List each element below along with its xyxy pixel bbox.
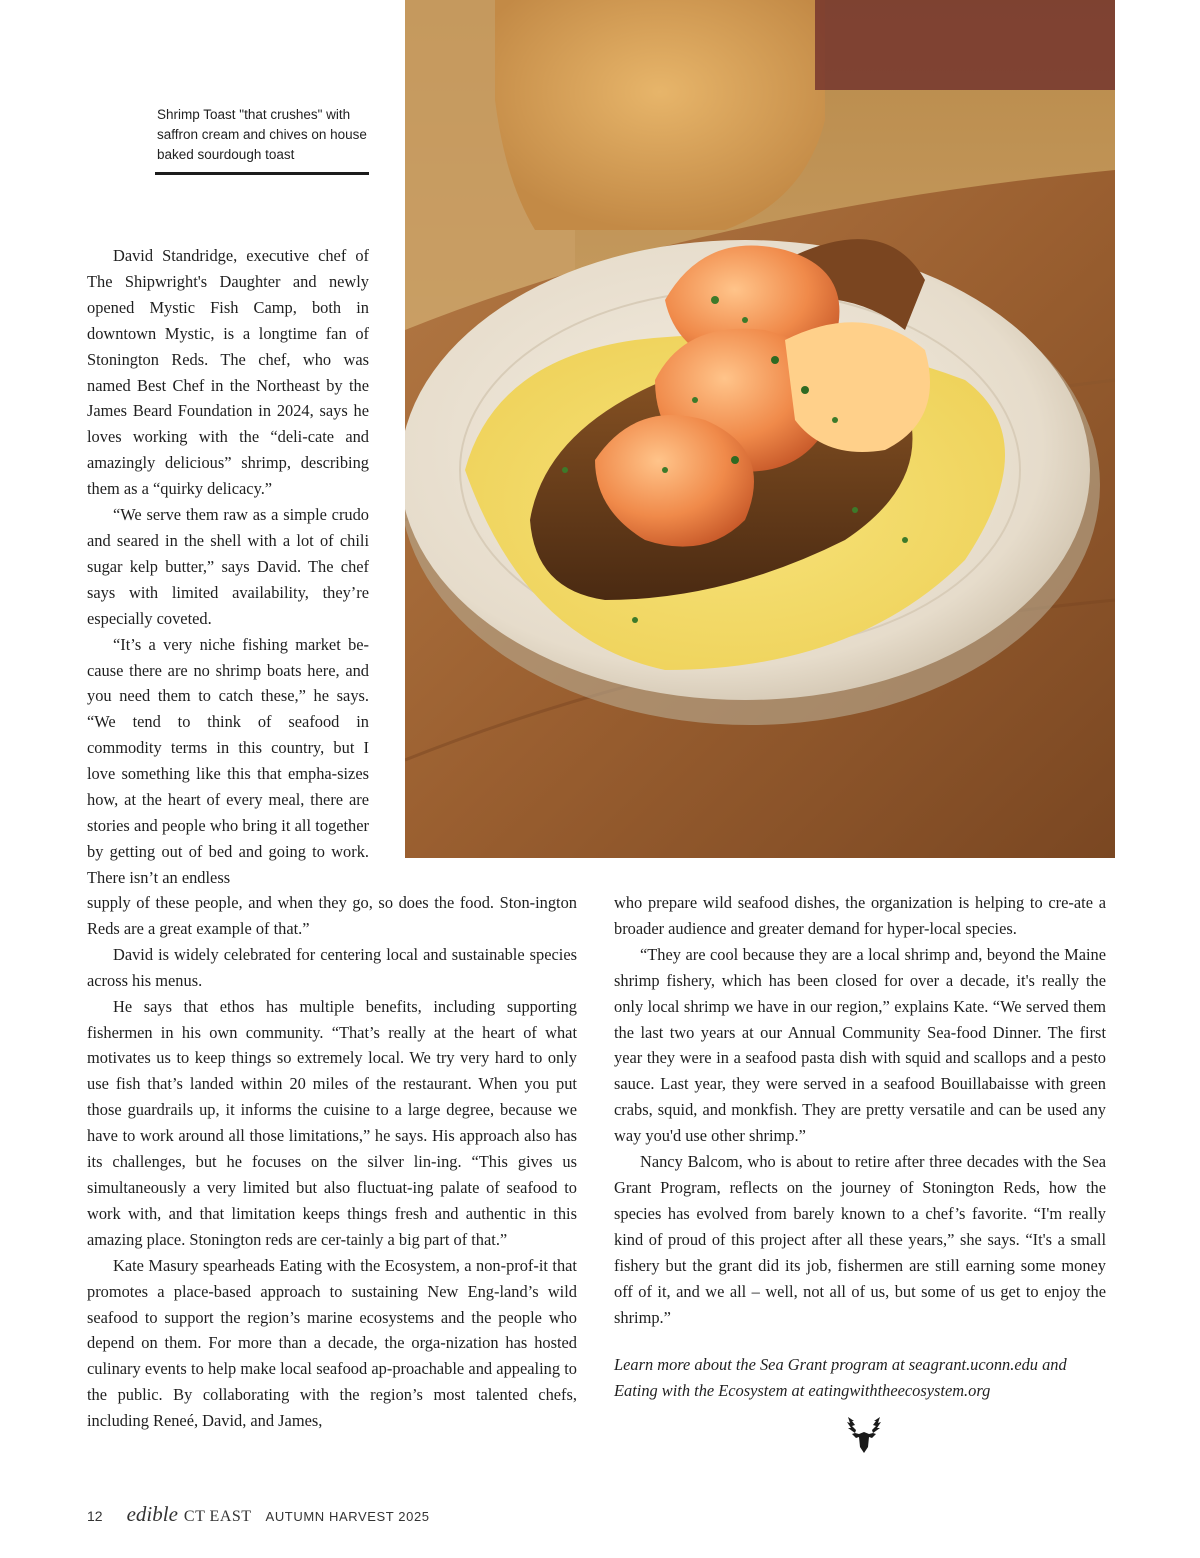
paragraph-continuation: supply of these people, and when they go, so does the food. Ston-ington Reds are a great example of that.” — [87, 893, 577, 938]
right-column — [614, 890, 1106, 1404]
stag-head-icon — [842, 1413, 886, 1457]
shrimp-toast-photo — [405, 0, 1115, 858]
paragraph: Nancy Balcom, who is about to retire after three decades with the Sea Grant Program, reflects on the journey of Stonington Reds, how the species has evolved from barely known to a chef’s favorite. “I'm really kind of proud of this project after all these years,” she says. “It's a small fishery but the grant did its job, fishermen are still earning some money off of it, and we all – well, not all of us, but some of us get to enjoy the shrimp.” — [614, 1152, 1106, 1327]
left-column — [87, 890, 577, 1434]
narrow-column — [87, 243, 369, 891]
photo-caption: Shrimp Toast "that crushes" with saffron cream and chives on house baked sourdough toast — [157, 107, 367, 162]
issue-name: AUTUMN HARVEST 2025 — [265, 1509, 430, 1524]
paragraph: David Standridge, executive chef of The Shipwright's Daughter and newly opened Mystic Fish Camp, both in downtown Mystic, is a longtime fan of Stonington Reds. The chef, who was named Best Chef in the Northeast by the James Beard Foundation in 2024, says he loves working with the “deli-cate and amazingly delicious” shrimp, describing them as a “quirky delicacy.” — [87, 246, 369, 499]
paragraph: David is widely celebrated for centering local and sustainable species across his menus. — [87, 944, 577, 990]
page-footer — [87, 1502, 430, 1528]
paragraph: Kate Masury spearheads Eating with the Ecosystem, a non-prof-it that promotes a place-based approach to sustaining New Eng-land’s wild seafood to support the region’s marine ecosystems and the people who depend on them. For more than a decade, the orga-nization has hosted culinary events to help make local seafood ap-proachable and appealing to the public. By collaborating with the region’s most talented chefs, including Reneé, David, and James, — [87, 1255, 577, 1431]
paragraph: “They are cool because they are a local shrimp and, beyond the Maine shrimp fishery, which has been closed for over a decade, it's really the only local shrimp we have in our region,” explains Kate. “We served them the last two years at our Annual Community Sea-food Dinner. The first year they were in a seafood pasta dish with squid and scallops and a pesto sauce. Last year, they were served in a seafood Bouillabaisse with green crabs, squid, and monkfish. They are pretty versatile and can be used any way you'd use other shrimp.” — [614, 944, 1106, 1146]
paragraph: “It’s a very niche fishing market be-cause there are no shrimp boats here, and you need them to catch these,” he says. “We tend to think of seafood in commodity terms in this country, but I love something like this that empha-sizes how, at the heart of every meal, there are stories and people who bring it all together by getting out of bed and going to work. There isn’t an endless — [87, 634, 369, 887]
caption-rule — [155, 172, 369, 175]
magazine-title: edible — [126, 1502, 178, 1526]
page-number: 12 — [87, 1508, 103, 1524]
paragraph: “We serve them raw as a simple crudo and seared in the shell with a lot of chili sugar kelp butter,” says David. The chef says with limited availability, they’re especially coveted. — [87, 505, 369, 628]
paragraph: He says that ethos has multiple benefits, including supporting fishermen in his own community. “That’s really at the heart of what motivates us to keep things so extremely local. We try very hard to only use fish that’s landed within 20 miles of the restaurant. When you put those guardrails up, it informs the cuisine to a large degree, because we have to work around all those limitations,” he says. His approach also has its challenges, but he focuses on the silver lin-ing. “This gives us simultaneously a very limited but also fluctuat-ing palate of seafood to work with, and that limitation keeps things fresh and authentic in this amazing place. Stonington reds are cer-tainly a big part of that.” — [87, 996, 577, 1249]
paragraph-continuation: who prepare wild seafood dishes, the organization is helping to cre-ate a broader audience and greater demand for hyper-local species. — [614, 893, 1106, 938]
learn-more-note: Learn more about the Sea Grant program at seagrant.uconn.edu and Eating with the Ecosystem at eatingwiththeecosystem.org — [614, 1355, 1067, 1401]
magazine-region: CT EAST — [183, 1508, 252, 1525]
